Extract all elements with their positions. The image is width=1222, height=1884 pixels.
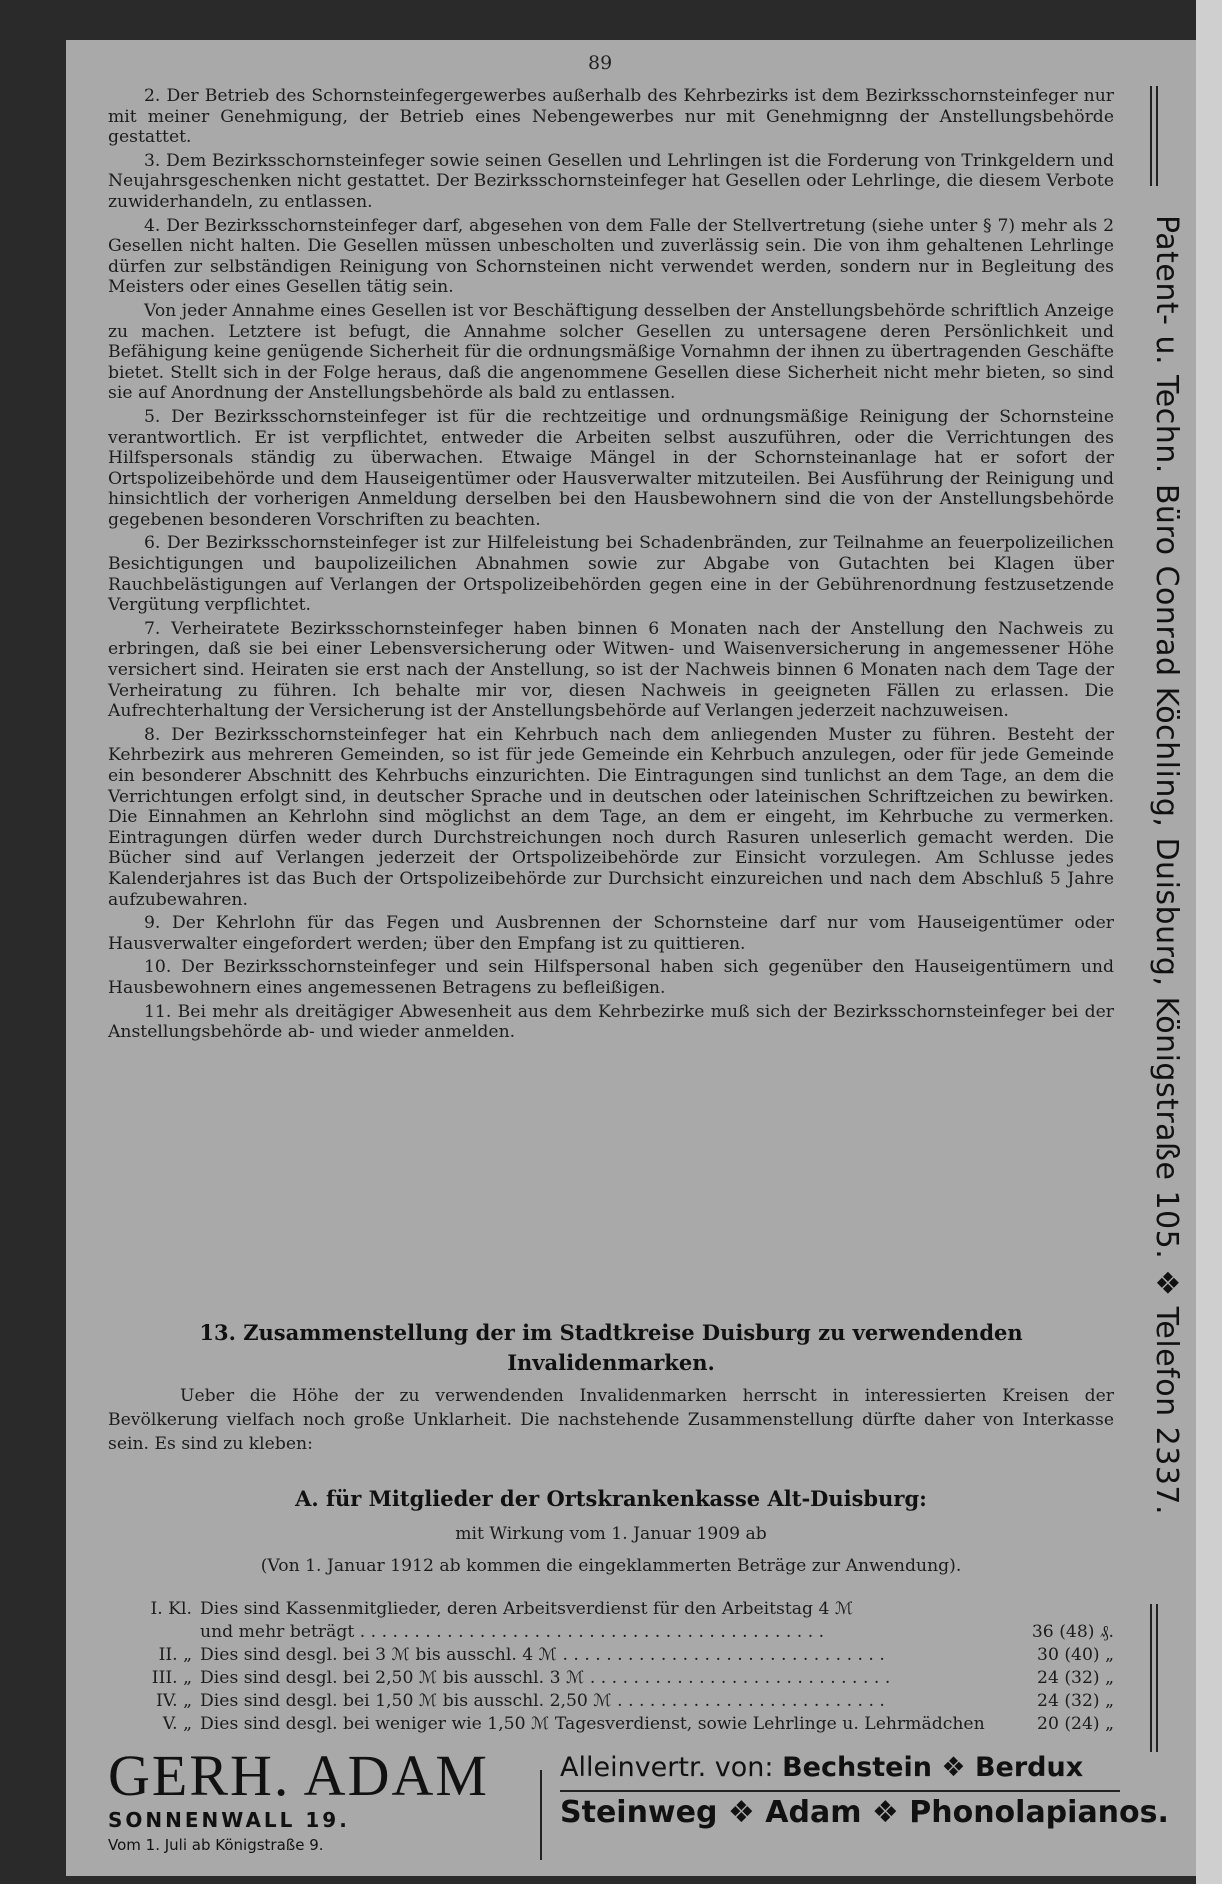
class-text: Dies sind Kassenmitglieder, deren Arbeitsverdienst für den Arbeitstag 4 ℳ bbox=[200, 1599, 854, 1619]
class-row bbox=[124, 1598, 1114, 1621]
section-heading-line1: 13. Zusammenstellung der im Stadtkreise Duisburg zu verwendenden bbox=[199, 1320, 1023, 1345]
ad-line1-prefix: Alleinvertr. von: bbox=[560, 1752, 774, 1783]
sidebar-advertisement: Patent- u. Techn. Büro Conrad Köchling, Duisburg, Königstraße 105. ❖ Telefon 2337. bbox=[1149, 215, 1184, 1516]
ad-address: SONNENWALL 19. bbox=[108, 1808, 350, 1832]
paragraph-5: 5. Der Bezirksschornsteinfeger ist für die rechtzeitige und ordnungsmäßige Reinigung der Schornsteine verantwortlich. Er ist verpflichtet, entweder die Arbeiten selbst auszuführen, oder die Verrichtungen des Hilfspersonals ständig zu überwachen. Etwaige Mängel in der Schornsteinanlage hat er sofort der Ortspolizeibehörde und dem Hauseigentümer oder Hausverwalter mitzuteilen. Bei Ausführung der Reinigung und hinsichtlich der vorherigen Anmeldung derselben bei den Hausbewohnern sind die von der Anstellungsbehörde gegebenen besonderen Vorschriften zu beachten. bbox=[108, 406, 1114, 530]
class-label: I. Kl. bbox=[150, 1599, 192, 1619]
regulation-body bbox=[108, 86, 1114, 1046]
ad-line2: Steinweg ❖ Adam ❖ Phonolapianos. bbox=[560, 1795, 1169, 1830]
ad-brand: GERH. ADAM bbox=[108, 1743, 489, 1808]
class-value bbox=[994, 1598, 1114, 1621]
class-label: II. „ bbox=[158, 1645, 192, 1665]
class-row bbox=[124, 1713, 1114, 1736]
class-value: 24 (32) „ bbox=[1037, 1668, 1114, 1688]
paragraph-2: 2. Der Betrieb des Schornsteinfegergewerbes außerhalb des Kehrbezirks ist dem Bezirksschornsteinfeger nur mit meiner Genehmigung, der Betrieb eines Nebengewerbes nur mit Genehmignng der Anstellungsbehörde gestattet. bbox=[108, 86, 1114, 148]
paragraph-6: 6. Der Bezirksschornsteinfeger ist zur Hilfeleistung bei Schadenbränden, zur Teilnahme an feuerpolizeilichen Besichtigungen und baupolizeilichen Abnahmen sowie zur Abgabe von Gutachten bei Klagen über Rauchbelästigungen auf Verlangen der Ortspolizeibehörden gegen eine in der Gebührenordnung festzusetzende Vergütung verpflichtet. bbox=[108, 533, 1114, 616]
ad-pianos-block bbox=[560, 1752, 1169, 1830]
class-text: und mehr beträgt . . . . . . . . . . . . . . . . . . . . . . . . . . . . . . . . . . . . . . . . . . . bbox=[200, 1622, 825, 1642]
class-text: Dies sind desgl. bei 1,50 ℳ bis ausschl. 2,50 ℳ . . . . . . . . . . . . . . . . . . . . . . . . . bbox=[200, 1691, 885, 1711]
class-text: Dies sind desgl. bei 2,50 ℳ bis ausschl. 3 ℳ . . . . . . . . . . . . . . . . . . . . . . . . . . . . bbox=[200, 1668, 891, 1688]
class-row bbox=[124, 1644, 1114, 1667]
class-value: 36 (48) ₰. bbox=[1031, 1622, 1114, 1642]
ad-dealer-block bbox=[108, 1743, 548, 1854]
paragraph-3: 3. Dem Bezirksschornsteinfeger sowie seinen Gesellen und Lehrlingen ist die Forderung von Trinkgeldern und Neujahrsgeschenken nicht gestattet. Der Bezirksschornsteinfeger hat Gesellen oder Lehrlinge, die diesem Verbote zuwiderhandeln, zu entlassen. bbox=[108, 150, 1114, 212]
class-label: III. „ bbox=[151, 1668, 192, 1688]
class-label bbox=[124, 1621, 200, 1644]
paragraph-9: 9. Der Kehrlohn für das Fegen und Ausbrennen der Schornsteine darf nur vom Hauseigentümer oder Hausverwalter eingefordert werden; über den Empfang ist zu quittieren. bbox=[108, 913, 1114, 954]
class-table bbox=[124, 1598, 1114, 1736]
ad-note: Vom 1. Juli ab Königstraße 9. bbox=[108, 1836, 324, 1854]
class-row bbox=[124, 1667, 1114, 1690]
class-value: 24 (32) „ bbox=[1037, 1691, 1114, 1711]
paragraph-8: 8. Der Bezirksschornsteinfeger hat ein Kehrbuch nach dem anliegenden Muster zu führen. Besteht der Kehrbezirk aus mehreren Gemeinden, so ist für jede Gemeinde ein Kehrbuch anzulegen, oder für jede Gemeinde ein besonderer Abschnitt des Kehrbuchs einzurichten. Die Eintragungen sind tunlichst an dem Tage, an dem die Verrichtungen erfolgt sind, in deutscher Sprache und in deutschen oder lateinischen Schriftzeichen zu bewirken. Die Einnahmen an Kehrlohn sind möglichst an dem Tage, an dem er eingeht, im Kehrbuche zu vermerken. Eintragungen dürfen weder durch Durchstreichungen noch durch Rasuren unleserlich gemacht werden. Die Bücher sind auf Verlangen jederzeit der Ortspolizeibehörde zur Einsicht vorzulegen. Am Schlusse jedes Kalenderjahres ist das Buch der Ortspolizeibehörde zur Durchsicht einzureichen und nach dem Abschluß 5 Jahre aufzubewahren. bbox=[108, 724, 1114, 910]
paragraph-10: 10. Der Bezirksschornsteinfeger und sein Hilfspersonal haben sich gegenüber den Hauseigentümern und Hausbewohnern eines angemessenen Betragens zu befleißigen. bbox=[108, 957, 1114, 998]
class-row bbox=[124, 1621, 1114, 1644]
class-value: 30 (40) „ bbox=[1037, 1645, 1114, 1665]
ad-line1-brands: Bechstein ❖ Berdux bbox=[782, 1752, 1084, 1783]
bracket-note: (Von 1. Januar 1912 ab kommen die eingeklammerten Beträge zur Anwendung). bbox=[260, 1556, 962, 1576]
class-row bbox=[124, 1690, 1114, 1713]
section-intro: Ueber die Höhe der zu verwendenden Invalidenmarken herrscht in interessierten Kreisen der Bevölkerung vielfach noch große Unklarheit. Die nachstehende Zusammenstellung dürfte daher von Interkasse sein. Es sind zu kleben: bbox=[108, 1386, 1114, 1454]
class-text: Dies sind desgl. bei weniger wie 1,50 ℳ Tagesverdienst, sowie Lehrlinge u. Lehrmädchen bbox=[200, 1714, 985, 1734]
section-subheading: A. für Mitglieder der Ortskrankenkasse Alt-Duisburg: bbox=[295, 1486, 927, 1511]
paragraph-4-cont: Von jeder Annahme eines Gesellen ist vor Beschäftigung desselben der Anstellungsbehörde schriftlich Anzeige zu machen. Letztere ist befugt, die Annahme solcher Gesellen zu untersagene deren Persönlichkeit und Befähigung keine genügende Sicherheit für die ordnungsmäßige Vornahmn der ihnen zu übertragenden Geschäfte bietet. Stellt sich in der Folge heraus, daß die angenommene Gesellen diese Sicherheit nicht mehr bieten, so sind sie auf Anordnung der Anstellungsbehörde als bald zu entlassen. bbox=[108, 300, 1114, 404]
paragraph-7: 7. Verheiratete Bezirksschornsteinfeger haben binnen 6 Monaten nach der Anstellung den Nachweis zu erbringen, daß sie bei einer Lebensversicherung oder Witwen- und Waisenversicherung in angemessener Höhe versichert sind. Heiraten sie erst nach der Anstellung, so ist der Nachweis binnen 6 Monaten nach dem Tage der Verheiratung zu führen. Ich behalte mir vor, diesen Nachweis in geeigneten Fällen zu erlassen. Die Aufrechterhaltung der Versicherung ist der Anstellungsbehörde auf Verlangen jederzeit nachzuweisen. bbox=[108, 618, 1114, 722]
section-heading bbox=[108, 1318, 1114, 1378]
page-number: 89 bbox=[588, 52, 613, 74]
class-text: Dies sind desgl. bei 3 ℳ bis ausschl. 4 ℳ . . . . . . . . . . . . . . . . . . . . . . . . . . . . . . bbox=[200, 1645, 885, 1665]
sidebar-rule-top bbox=[1150, 86, 1152, 186]
paragraph-11: 11. Bei mehr als dreitägiger Abwesenheit aus dem Kehrbezirke muß sich der Bezirksschornsteinfeger bei der Anstellungsbehörde ab- und wieder anmelden. bbox=[108, 1001, 1114, 1043]
sidebar-rule-top bbox=[1156, 86, 1158, 186]
class-label: IV. „ bbox=[155, 1691, 192, 1711]
class-value: 20 (24) „ bbox=[1037, 1714, 1114, 1734]
effective-date: mit Wirkung vom 1. Januar 1909 ab bbox=[455, 1524, 767, 1544]
paragraph-4: 4. Der Bezirksschornsteinfeger darf, abgesehen von dem Falle der Stellvertretung (siehe unter § 7) mehr als 2 Gesellen nicht halten. Die Gesellen müssen unbescholten und zuverlässig sein. Die von ihm gehaltenen Lehrlinge dürfen zur selbständigen Reinigung von Schornsteinen nicht verwendet werden, sondern nur in Begleitung des Meisters oder eines Gesellen tätig sein. bbox=[108, 215, 1114, 298]
page-edge bbox=[1196, 0, 1222, 1884]
ad-line1 bbox=[560, 1752, 1132, 1783]
class-label: V. „ bbox=[162, 1714, 192, 1734]
section-heading-line2: Invalidenmarken. bbox=[507, 1350, 715, 1375]
